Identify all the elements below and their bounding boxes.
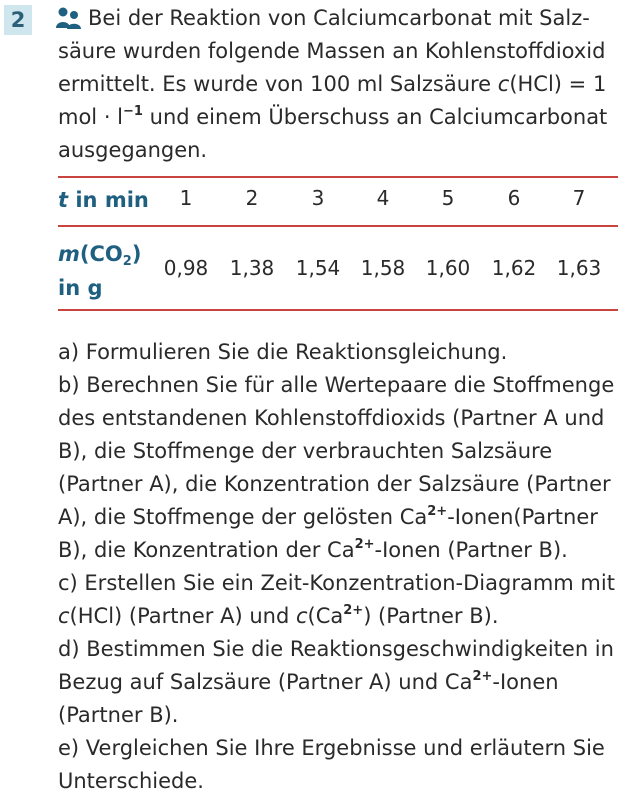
time-cell: 4 <box>376 186 390 210</box>
table-middle-rule <box>58 225 618 227</box>
time-cell: 3 <box>311 186 325 210</box>
time-cell: 1 <box>179 186 193 210</box>
mass-row-label: $m(CO_2)$ in g <box>58 242 142 300</box>
task-c: c) Erstellen Sie ein Zeit-Konzentration-Diagramm mit c(HCl) (Partner A) und $c(Ca^{2+})$ (Partner B). <box>58 571 615 628</box>
task-number-badge: 2 <box>4 5 32 35</box>
task-e: e) Vergleichen Sie Ihre Ergebnisse und erläutern Sie Unterschiede. <box>58 736 605 793</box>
mass-cell: 1,54 <box>295 256 341 280</box>
task-list <box>58 336 633 798</box>
task-a: a) Formulieren Sie die Reaktionsgleichung. <box>58 340 508 364</box>
mass-cell: 1,60 <box>425 256 471 280</box>
task-d: d) Bestimmen Sie die Reaktionsgeschwindigkeiten in Bezug auf Salzsäure (Partner A) und $Ca^{2+}$-Ionen (Partner B). <box>58 637 614 727</box>
mass-cell: 0,98 <box>163 256 209 280</box>
time-cell: 5 <box>441 186 455 210</box>
table-top-rule <box>58 176 618 178</box>
mass-cell: 1,58 <box>360 256 406 280</box>
mass-cell: 1,62 <box>491 256 537 280</box>
task-b: b) Berechnen Sie für alle Wertepaare die Stoffmenge des entstandenen Kohlenstoffdioxids (Partner A und B), die Stoffmenge der verbrauchten Salzsäure (Partner A), die Konzentration der Salzsäure (Partner A), die Stoffmenge der gelösten $Ca^{2+}-Ionen(Partner$ B), die Konzentration der $Ca^{2+}$-Ionen (Partner B). <box>58 373 615 562</box>
mass-cell: 1,38 <box>229 256 275 280</box>
table-bottom-rule <box>58 309 618 311</box>
task-intro: Bei der Reaktion von Calciumcarbonat mit Salzsäure wurden folgende Massen an Kohlenstoffdioxid ermittelt. Es wurde von 100 ml Salzsäure c(HCl) = 1 mol · $l^{-1}$ und einem Überschuss an Calciumcarbonat ausgegangen. <box>58 6 608 162</box>
time-cell: 6 <box>507 186 521 210</box>
time-row-label: t in min <box>58 188 149 212</box>
time-cell: 7 <box>572 186 586 210</box>
mass-cell: 1,63 <box>556 256 602 280</box>
time-cell: 2 <box>245 186 259 210</box>
